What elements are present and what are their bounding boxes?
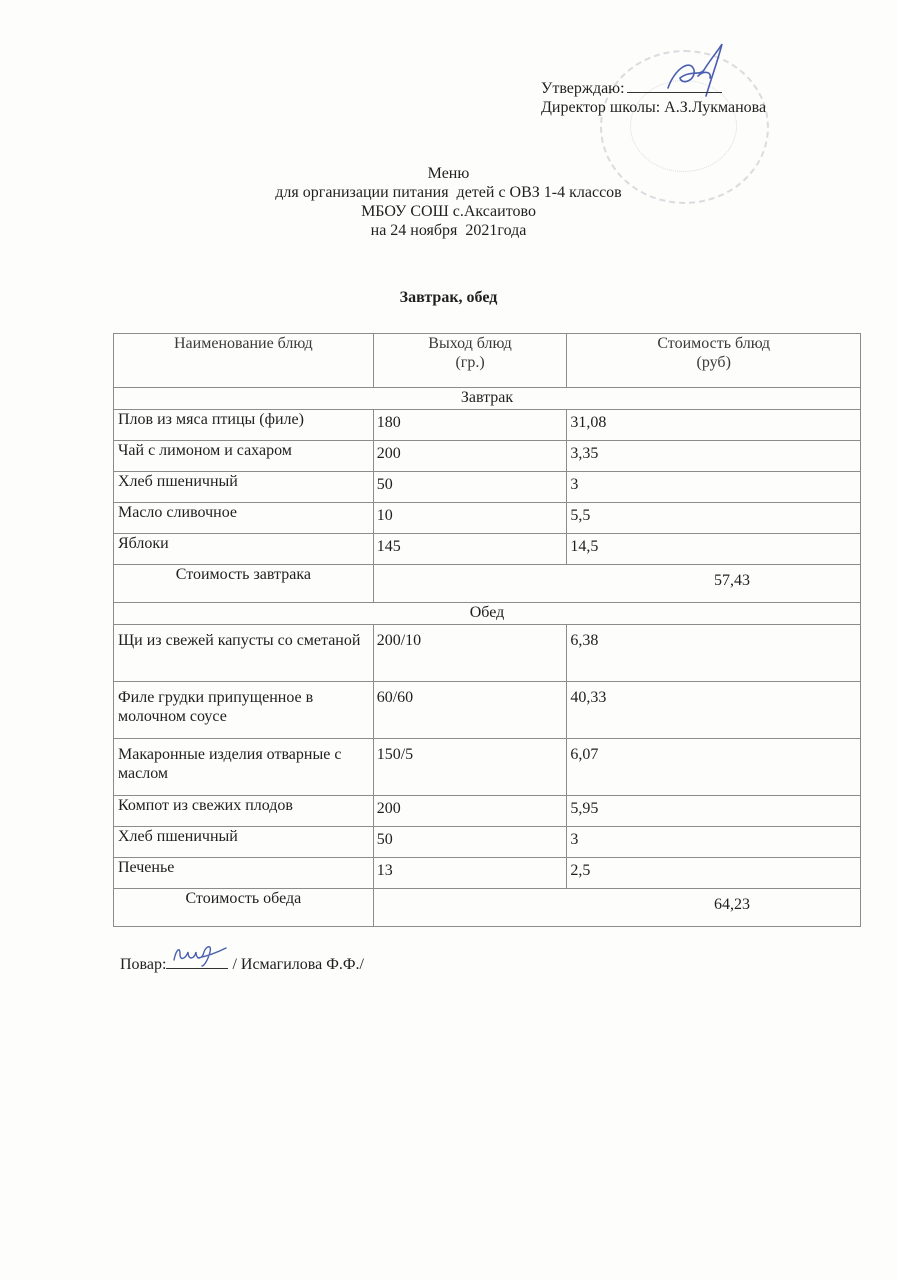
dish-name: Масло сливочное <box>114 503 374 534</box>
dish-cost: 6,07 <box>567 739 861 796</box>
dish-cost: 3 <box>567 472 861 503</box>
table-row <box>114 858 861 889</box>
cook-signature-block <box>120 954 364 974</box>
dish-name: Хлеб пшеничный <box>114 827 374 858</box>
dish-cost: 3,35 <box>567 441 861 472</box>
dish-yield: 50 <box>373 827 567 858</box>
table-row <box>114 503 861 534</box>
dish-yield: 200 <box>373 441 567 472</box>
title-line-menu: Меню <box>427 165 470 182</box>
table-row <box>114 410 861 441</box>
dish-name: Плов из мяса птицы (филе) <box>114 410 374 441</box>
approve-line <box>541 78 766 98</box>
dish-yield: 50 <box>373 472 567 503</box>
table-row <box>114 827 861 858</box>
header-cost: Стоимость блюд (руб) <box>567 334 861 388</box>
section-breakfast <box>114 388 861 410</box>
dish-yield: 13 <box>373 858 567 889</box>
header-yield: Выход блюд (гр.) <box>373 334 567 388</box>
dish-name: Печенье <box>114 858 374 889</box>
section-lunch-label: Обед <box>114 603 861 625</box>
table-row <box>114 796 861 827</box>
header-dish-name: Наименование блюд <box>114 334 374 388</box>
director-line: Директор школы: А.З.Лукманова <box>541 99 767 116</box>
dish-cost: 6,38 <box>567 625 861 682</box>
dish-yield: 145 <box>373 534 567 565</box>
lunch-total-value: 64,23 <box>373 889 860 927</box>
dish-yield: 150/5 <box>373 739 567 796</box>
table-header-row <box>114 334 861 388</box>
dish-name: Чай с лимоном и сахаром <box>114 441 374 472</box>
approval-block <box>541 78 766 117</box>
cook-label: Повар: <box>120 956 167 973</box>
lunch-total-row <box>114 889 861 927</box>
meals-subtitle: Завтрак, обед <box>399 289 498 306</box>
dish-name: Компот из свежих плодов <box>114 796 374 827</box>
table-row <box>114 534 861 565</box>
title-line-date: на 24 ноября 2021года <box>370 222 527 239</box>
document-title <box>0 164 897 240</box>
table-row <box>114 472 861 503</box>
dish-yield: 10 <box>373 503 567 534</box>
menu-table <box>113 333 861 927</box>
cook-signature-line <box>166 954 228 969</box>
dish-yield: 180 <box>373 410 567 441</box>
approve-label: Утверждаю: <box>541 80 625 97</box>
dish-name: Хлеб пшеничный <box>114 472 374 503</box>
dish-yield: 200/10 <box>373 625 567 682</box>
table-row <box>114 441 861 472</box>
dish-cost: 14,5 <box>567 534 861 565</box>
dish-cost: 2,5 <box>567 858 861 889</box>
dish-name: Яблоки <box>114 534 374 565</box>
dish-yield: 200 <box>373 796 567 827</box>
dish-name: Щи из свежей капусты со сметаной <box>114 625 374 682</box>
dish-cost: 5,5 <box>567 503 861 534</box>
cook-signature <box>168 940 228 968</box>
title-line-school: МБОУ СОШ с.Аксаитово <box>361 203 536 220</box>
cook-name: / Исмагилова Ф.Ф./ <box>232 956 364 973</box>
breakfast-total-row <box>114 565 861 603</box>
dish-name: Филе грудки припущенное в молочном соусе <box>114 682 374 739</box>
dish-cost: 31,08 <box>567 410 861 441</box>
table-row <box>114 682 861 739</box>
director-signature-line <box>627 78 722 93</box>
breakfast-total-label: Стоимость завтрака <box>114 565 374 603</box>
dish-cost: 40,33 <box>567 682 861 739</box>
dish-yield: 60/60 <box>373 682 567 739</box>
lunch-total-label: Стоимость обеда <box>114 889 374 927</box>
dish-cost: 5,95 <box>567 796 861 827</box>
dish-name: Макаронные изделия отварные с маслом <box>114 739 374 796</box>
section-lunch <box>114 603 861 625</box>
section-breakfast-label: Завтрак <box>114 388 861 410</box>
table-row <box>114 625 861 682</box>
title-line-purpose: для организации питания детей с ОВЗ 1-4 классов <box>275 184 622 201</box>
table-row <box>114 739 861 796</box>
dish-cost: 3 <box>567 827 861 858</box>
breakfast-total-value: 57,43 <box>373 565 860 603</box>
